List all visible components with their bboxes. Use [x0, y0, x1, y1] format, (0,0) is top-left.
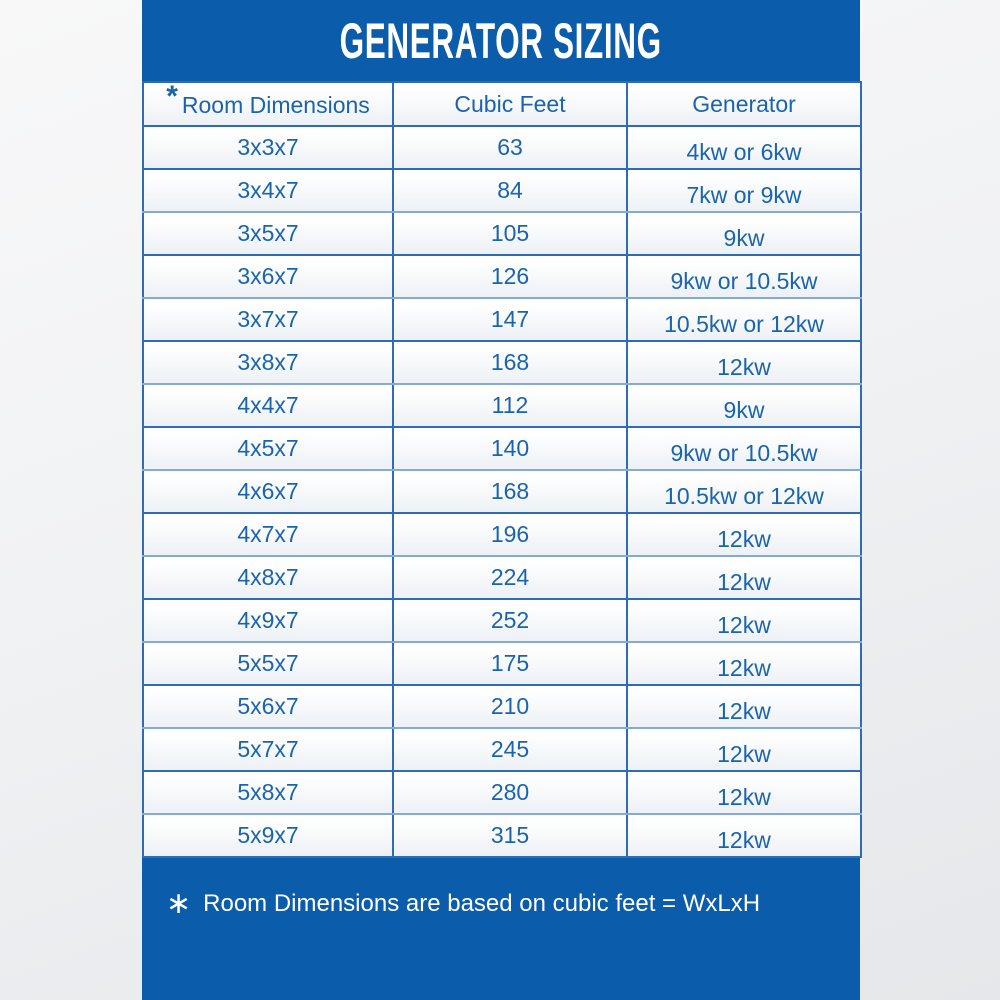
footer-note: Room Dimensions are based on cubic feet = WxLxH [203, 890, 761, 917]
table-row [143, 513, 861, 556]
table-row [143, 556, 861, 599]
room-dimensions-cell: 5x9x7 [143, 814, 393, 857]
generator-cell: 9kw [627, 384, 861, 427]
cubic-feet-cell: 126 [393, 255, 627, 298]
cubic-feet-cell: 252 [393, 599, 627, 642]
generator-cell: 10.5kw or 12kw [627, 298, 861, 341]
room-dimensions-cell: 3x5x7 [143, 212, 393, 255]
col-header-cubic-feet: Cubic Feet [393, 82, 627, 126]
asterisk-marker: ∗ [166, 887, 192, 920]
generator-sizing-table [142, 81, 862, 858]
table-row [143, 169, 861, 212]
table-row [143, 384, 861, 427]
cubic-feet-cell: 175 [393, 642, 627, 685]
table-row [143, 212, 861, 255]
generator-cell: 12kw [627, 685, 861, 728]
table-row [143, 728, 861, 771]
cubic-feet-cell: 63 [393, 126, 627, 169]
table-row [143, 685, 861, 728]
cubic-feet-cell: 245 [393, 728, 627, 771]
col-header-room-dimensions-label: Room Dimensions [181, 92, 370, 118]
generator-cell: 4kw or 6kw [627, 126, 861, 169]
room-dimensions-cell: 4x8x7 [143, 556, 393, 599]
footer-note-band [142, 858, 860, 918]
page-title: GENERATOR SIZING [339, 12, 663, 69]
generator-cell: 12kw [627, 599, 861, 642]
asterisk-marker: * [166, 80, 178, 113]
generator-cell: 12kw [627, 728, 861, 771]
room-dimensions-cell: 5x8x7 [143, 771, 393, 814]
col-header-room-dimensions [143, 82, 393, 126]
title-band [142, 0, 860, 81]
table-row [143, 470, 861, 513]
generator-cell: 12kw [627, 814, 861, 857]
room-dimensions-cell: 3x4x7 [143, 169, 393, 212]
cubic-feet-cell: 105 [393, 212, 627, 255]
cubic-feet-cell: 210 [393, 685, 627, 728]
room-dimensions-cell: 4x6x7 [143, 470, 393, 513]
generator-cell: 9kw [627, 212, 861, 255]
cubic-feet-cell: 140 [393, 427, 627, 470]
room-dimensions-cell: 5x7x7 [143, 728, 393, 771]
table-header-row [143, 82, 861, 126]
cubic-feet-cell: 224 [393, 556, 627, 599]
generator-cell: 9kw or 10.5kw [627, 255, 861, 298]
room-dimensions-cell: 4x5x7 [143, 427, 393, 470]
cubic-feet-cell: 280 [393, 771, 627, 814]
generator-cell: 12kw [627, 771, 861, 814]
room-dimensions-cell: 3x7x7 [143, 298, 393, 341]
room-dimensions-cell: 4x9x7 [143, 599, 393, 642]
cubic-feet-cell: 84 [393, 169, 627, 212]
table-row [143, 126, 861, 169]
table-row [143, 771, 861, 814]
generator-cell: 7kw or 9kw [627, 169, 861, 212]
cubic-feet-cell: 112 [393, 384, 627, 427]
generator-cell: 12kw [627, 513, 861, 556]
table-row [143, 814, 861, 857]
generator-cell: 12kw [627, 556, 861, 599]
generator-sizing-panel [142, 0, 860, 1000]
room-dimensions-cell: 3x8x7 [143, 341, 393, 384]
cubic-feet-cell: 168 [393, 470, 627, 513]
table-row [143, 599, 861, 642]
cubic-feet-cell: 315 [393, 814, 627, 857]
table-row [143, 642, 861, 685]
generator-cell: 9kw or 10.5kw [627, 427, 861, 470]
room-dimensions-cell: 4x4x7 [143, 384, 393, 427]
generator-cell: 10.5kw or 12kw [627, 470, 861, 513]
table-row [143, 255, 861, 298]
room-dimensions-cell: 4x7x7 [143, 513, 393, 556]
cubic-feet-cell: 147 [393, 298, 627, 341]
room-dimensions-cell: 3x6x7 [143, 255, 393, 298]
generator-cell: 12kw [627, 341, 861, 384]
room-dimensions-cell: 3x3x7 [143, 126, 393, 169]
generator-cell: 12kw [627, 642, 861, 685]
col-header-generator: Generator [627, 82, 861, 126]
cubic-feet-cell: 168 [393, 341, 627, 384]
table-row [143, 427, 861, 470]
table-row [143, 298, 861, 341]
table-row [143, 341, 861, 384]
room-dimensions-cell: 5x5x7 [143, 642, 393, 685]
cubic-feet-cell: 196 [393, 513, 627, 556]
room-dimensions-cell: 5x6x7 [143, 685, 393, 728]
